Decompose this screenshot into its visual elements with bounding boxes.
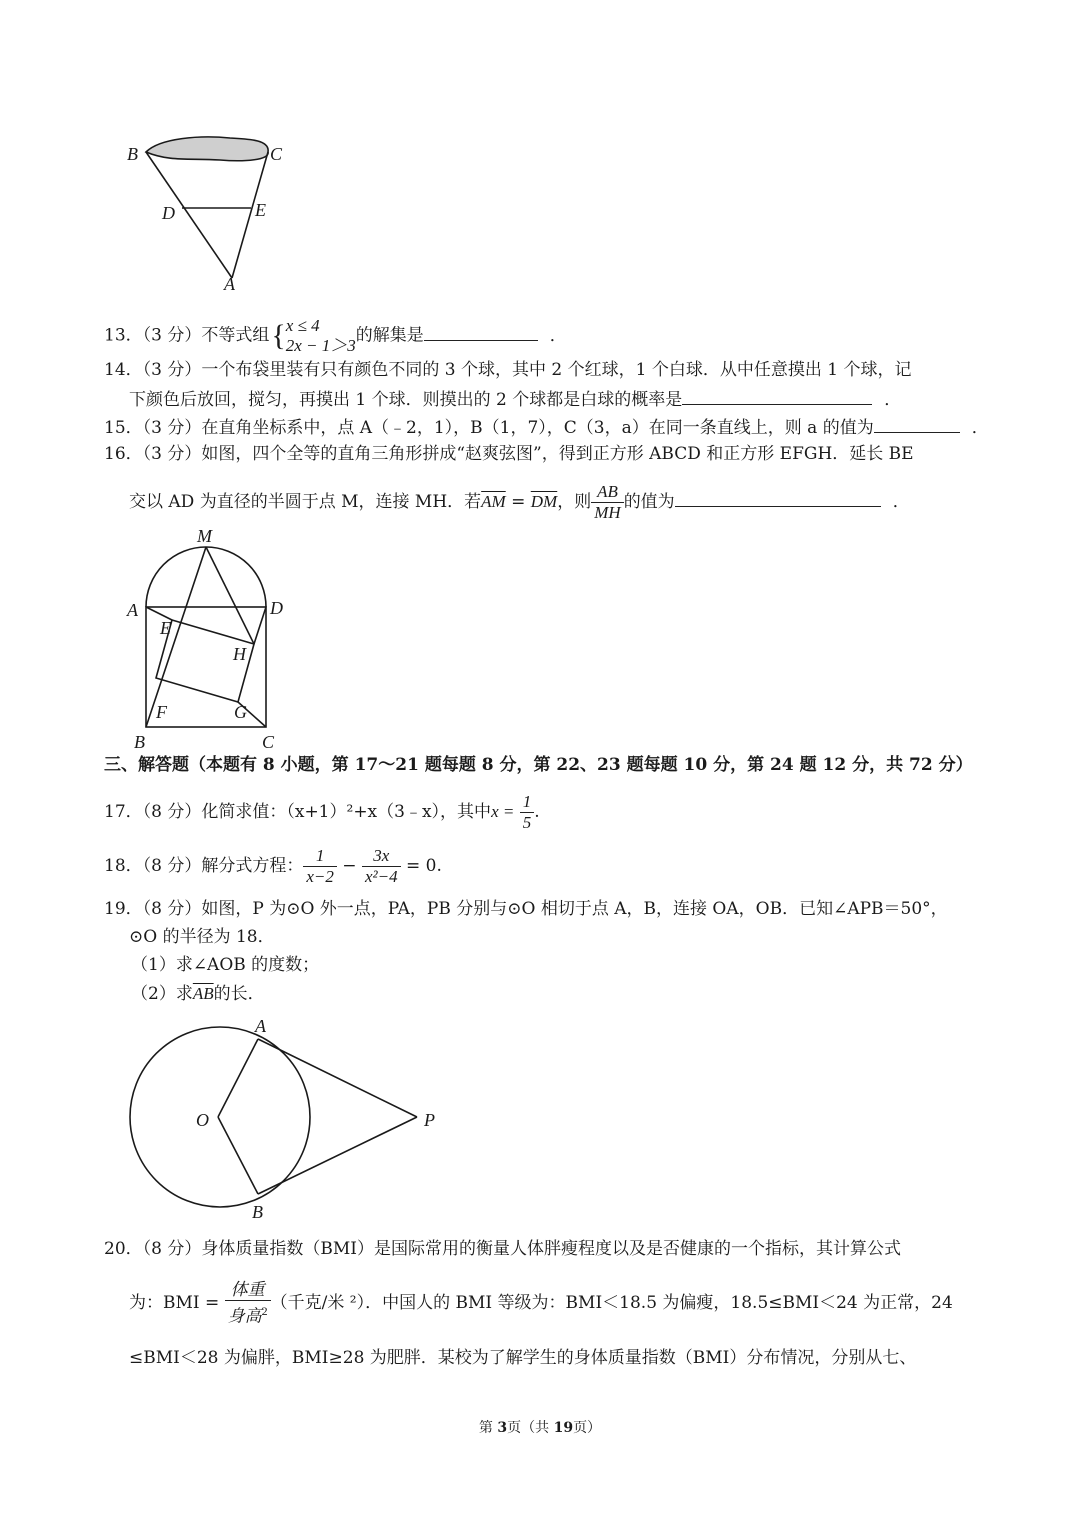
figure-triangle [120,130,300,300]
label-c: C [270,144,283,164]
q18-rhs: = 0. [405,856,442,876]
q16-frac-num: AB [591,482,623,503]
q20-text-2: （千克/米 ²）．中国人的 BMI 等级为：BMI＜18.5 为偏瘦，18.5≤BMI＜24 为正常，24 [270,1292,953,1313]
q18-f1-den: x−2 [306,867,334,886]
question-19-sub-2 [131,982,265,1006]
question-20-line-2 [129,1280,953,1327]
q16-text: 交以 AD 为直径的半圆于点 M，连接 MH．若 [129,492,482,512]
label-b: B [127,144,138,164]
footer-total-pages: 19 [553,1420,574,1436]
label-p: P [424,1110,435,1130]
q18-f1-num: 1 [303,846,337,867]
q16-text-3: 的值为 [623,492,675,512]
line-ob [218,1117,258,1194]
question-14-line-1: 14．（3 分）一个布袋里装有只有颜色不同的 3 个球，其中 2 个红球，1 个白球．从中任意摸出 1 个球，记 [104,360,912,380]
q20-frac-den: 身高 [227,1306,262,1326]
question-17 [104,792,540,833]
question-19-sub-1: （1）求∠AOB 的度数； [131,955,320,975]
label-a3: A [255,1016,266,1036]
q13-number: 13．（3 分） [104,325,202,346]
question-16-line-1: 16．（3 分）如图，四个全等的直角三角形拼成“赵爽弦图”，得到正方形 ABCD 和正方形 EFGH．延长 BE [104,444,914,464]
q13-system: { x ≤ 4 2x − 1＞3 [271,316,356,355]
label-d2: D [270,598,283,618]
q20-fraction [225,1280,271,1327]
line-oa [218,1039,258,1117]
q13-text-after: 的解集是 [355,325,424,346]
q14-end: ． [884,390,902,410]
question-15 [104,414,989,440]
q17-frac-den: 5 [522,813,532,832]
q19-sub2-end: 的长． [213,984,265,1004]
label-a: A [224,274,235,294]
q14-text: 下颜色后放回，搅匀，再摸出 1 个球．则摸出的 2 个球都是白球的概率是 [129,390,683,410]
q20-frac-den-wrap [225,1301,271,1327]
line-dh [254,607,266,644]
q19-sub2-text: （2）求 [131,984,193,1004]
label-b2: B [134,732,145,752]
footer-suffix: 页） [573,1420,602,1436]
q18-fraction-1 [303,846,337,887]
label-e: E [255,200,266,220]
q16-end: ． [892,492,910,512]
label-a2: A [127,600,138,620]
q18-f2-den: x²−4 [364,867,398,886]
q18-fraction-2 [362,846,401,887]
q18-f2-num: 3x [362,846,401,867]
q16-text-2: ，则 [557,492,592,512]
q13-ineq-2: 2x − 1＞3 [285,336,356,355]
line-mh [206,547,254,644]
q13-ineq-1: x ≤ 4 [285,316,320,335]
tangent-pb [258,1117,417,1194]
shaded-region [146,137,268,161]
figure-zhao-shuang [120,522,300,754]
footer-mid: 页（共 [507,1420,554,1436]
q20-square: 2 [261,1304,268,1318]
question-19-line-1: 19．（8 分）如图，P 为⊙O 外一点，PA，PB 分别与⊙O 相切于点 A，B，连接 OA，OB．已知∠APB＝50°， [104,899,948,919]
label-e2: E [160,618,171,638]
q17-var: x = [491,802,515,821]
q15-text: 15．（3 分）在直角坐标系中，点 A（﹣2，1），B（1，7），C（3，a）在同一条直线上，则 a 的值为 [104,418,874,438]
page-footer [0,1417,1080,1437]
figure-circle-tangents [120,1012,450,1224]
question-14-line-2 [129,386,901,412]
q18-minus: − [342,856,357,876]
label-f: F [156,702,167,722]
q20-text: 为：BMI = [129,1292,220,1313]
q17-fraction [520,792,535,833]
label-m: M [197,526,212,546]
q16-frac-den: MH [594,503,621,522]
label-g: G [234,702,247,722]
q14-answer-blank[interactable] [682,386,872,405]
q18-text: 18．（8 分）解分式方程： [104,856,304,876]
label-d: D [162,203,175,223]
footer-page-number: 3 [497,1420,508,1436]
q16-fraction [591,482,623,523]
q19-arc-ab: $\overline{AB}$ [192,984,214,1003]
question-16-line-2 [129,482,910,523]
section-3-title: 三、解答题（本题有 8 小题，第 17～21 题每题 8 分，第 22、23 题每题 10 分，第 24 题 12 分，共 72 分） [104,755,973,775]
q15-answer-blank[interactable] [874,414,960,433]
q16-eq: = [505,492,531,512]
semicircle [146,547,266,607]
q15-end: ． [971,418,989,438]
q17-text: 17．（8 分）化简求值：（x+1）²+x（3﹣x），其中 [104,802,492,822]
side-ba [146,152,232,278]
question-13 [104,316,567,356]
label-h: H [233,644,246,664]
label-o: O [196,1110,209,1130]
q16-arc-dm: $\overline{DM}$ [530,492,558,511]
label-b3: B [252,1202,263,1222]
question-18 [104,844,442,888]
question-20-line-3: ≤BMI＜28 为偏胖，BMI≥28 为肥胖．某校为了解学生的身体质量指数（BMI）分布情况，分别从七、 [129,1348,917,1368]
q16-answer-blank[interactable] [675,488,881,507]
tangent-pa [258,1039,417,1117]
q16-arc-am: $\overline{AM}$ [481,492,506,511]
circle-o [130,1027,310,1207]
q13-end: ． [549,325,567,346]
question-20-line-1: 20．（8 分）身体质量指数（BMI）是国际常用的衡量人体胖瘦程度以及是否健康的一个指标，其计算公式 [104,1239,901,1259]
footer-prefix: 第 [478,1420,498,1436]
q13-text: 不等式组 [201,325,270,346]
q20-frac-num: 体重 [225,1280,271,1301]
question-19-line-2: ⊙O 的半径为 18． [129,927,275,947]
q13-answer-blank[interactable] [424,322,538,341]
q17-end: . [534,802,540,822]
q17-frac-num: 1 [520,792,535,813]
label-c2: C [262,732,275,752]
